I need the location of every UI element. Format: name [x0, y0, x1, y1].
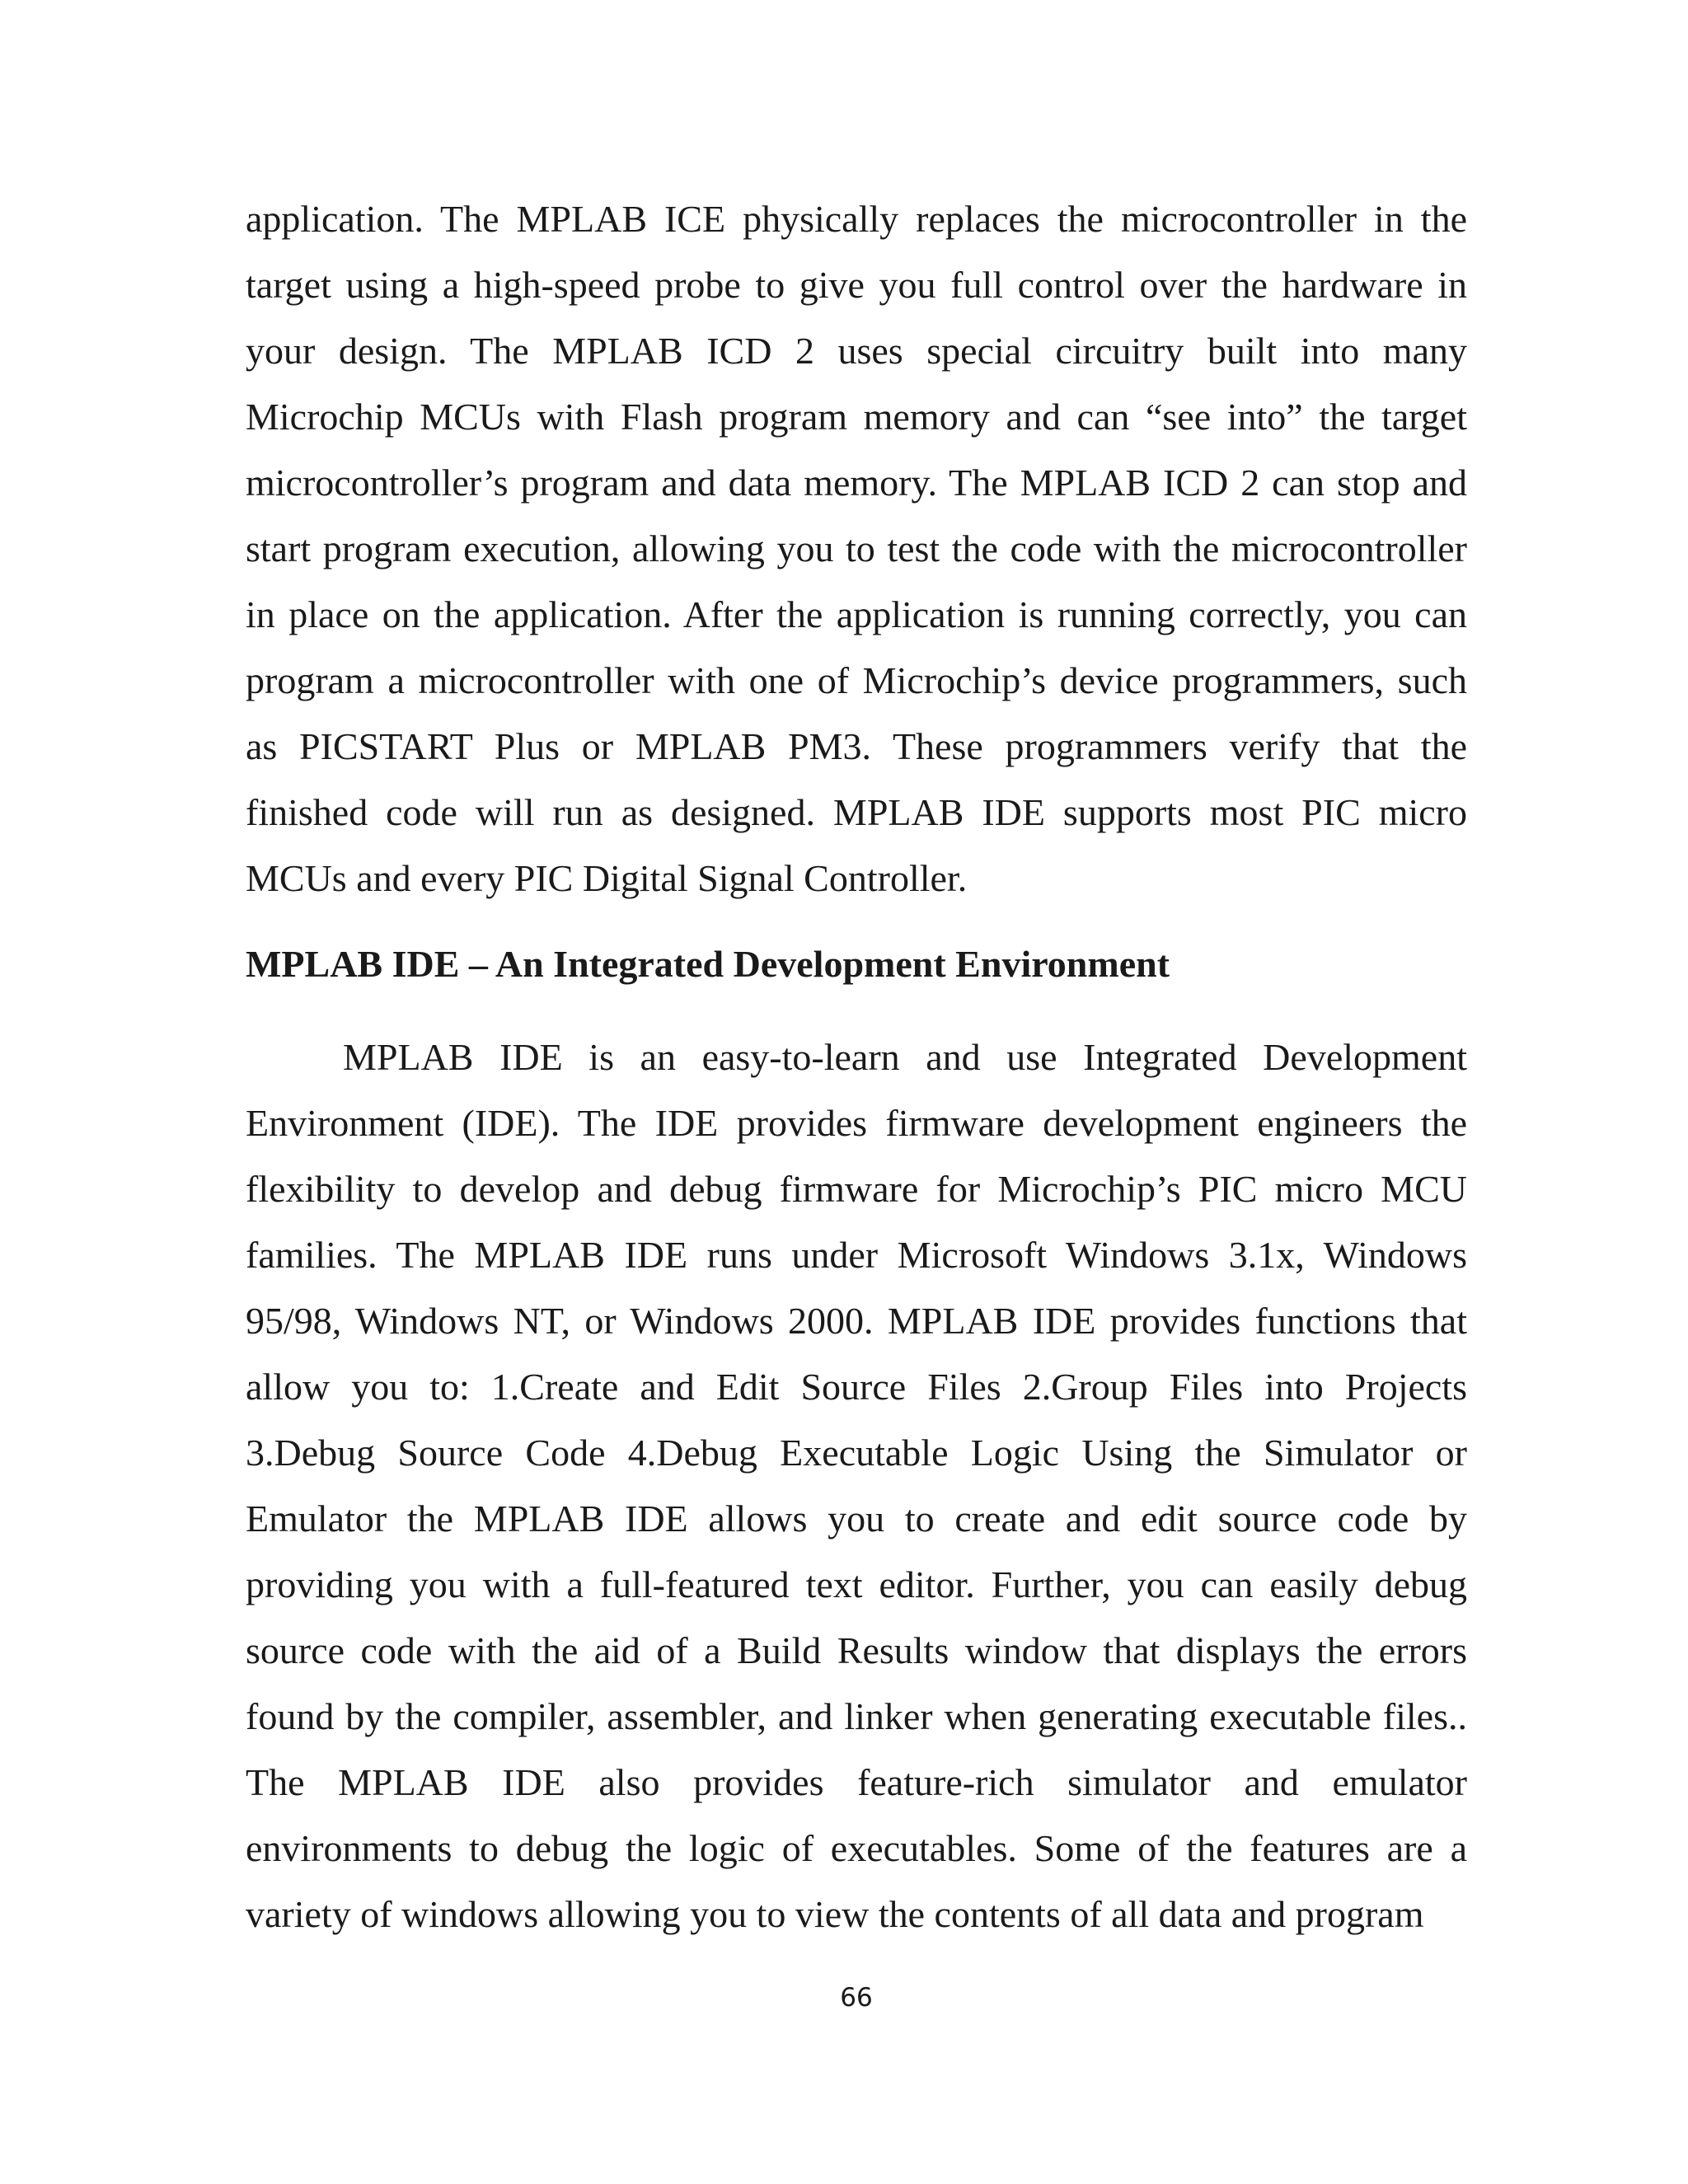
page-number: 66 — [840, 1983, 873, 2013]
section-heading: MPLAB IDE – An Integrated Development Environment — [246, 943, 1170, 985]
body-paragraph-1: application. The MPLAB ICE physically replaces the microcontroller in the target using a high-speed probe to give you full control over the hardware in your design. The MPLAB ICD 2 uses special circuitry built into many Microchip MCUs with Flash program memory and can “see into” the target microcontroller’s program and data memory. The MPLAB ICD 2 can stop and start program execution, allowing you to test the code with the microcontroller in place on the application. After the application is running correctly, you can program a microcontroller with one of Microchip’s device programmers, such as PICSTART Plus or MPLAB PM3. These programmers verify that the finished code will run as designed. MPLAB IDE supports most PIC micro MCUs and every PIC Digital Signal Controller. — [246, 198, 1467, 899]
body-paragraph-2: MPLAB IDE is an easy-to-learn and use Integrated Development Environment (IDE). The IDE provides firmware development engineers the flexibility to develop and debug firmware for Microchip’s PIC micro MCU families. The MPLAB IDE runs under Microsoft Windows 3.1x, Windows 95/98, Windows NT, or Windows 2000. MPLAB IDE provides functions that allow you to: 1.Create and Edit Source Files 2.Group Files into Projects 3.Debug Source Code 4.Debug Executable Logic Using the Simulator or Emulator the MPLAB IDE allows you to create and edit source code by providing you with a full-featured text editor. Further, you can easily debug source code with the aid of a Build Results window that displays the errors found by the compiler, assembler, and linker when generating executable files.. The MPLAB IDE also provides feature-rich simulator and emulator environments to debug the logic of executables. Some of the features are a variety of windows allowing you to view the contents of all data and program — [246, 1036, 1467, 1935]
